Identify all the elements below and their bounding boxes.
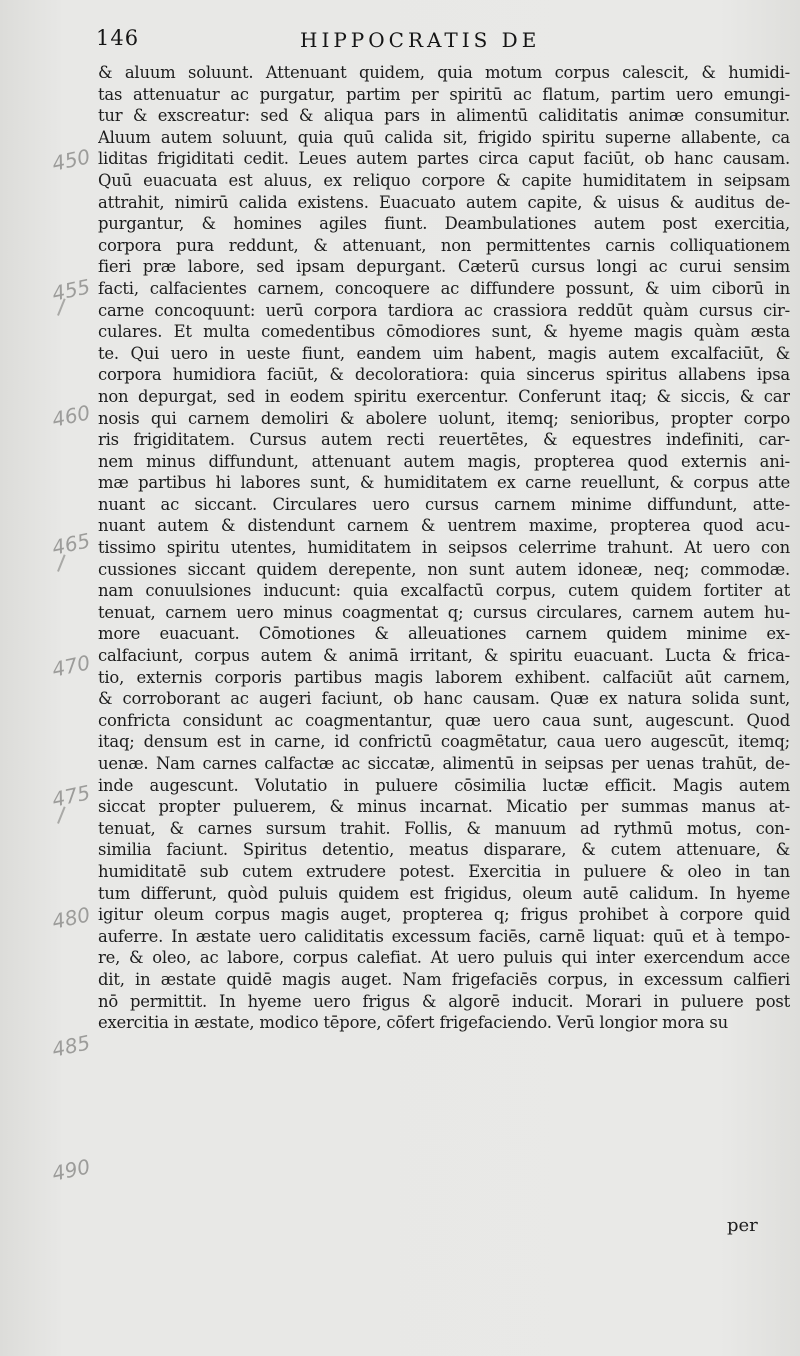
margin-note: 465 (49, 528, 93, 560)
text-line: more euacuant. Cōmotiones & alleuationes carnem quidem minime ex- (98, 624, 790, 644)
text-line: carne concoquunt: uerū corpora tardiora ac crassiora reddūt quàm cursus cir- (98, 300, 790, 320)
text-line: humiditatē sub cutem extrudere potest. Exercitia in puluere & oleo in tan (98, 861, 790, 881)
text-line: nuant ac siccant. Circulares uero cursus carnem minime diffundunt, atte- (98, 494, 790, 514)
text-line: nosis qui carnem demoliri & abolere uolunt, itemq; senioribus, propter corpo (98, 408, 790, 428)
text-line: exercitia in æstate, modico tēpore, cōfert frigefaciendo. Verū longior mora su (98, 1013, 728, 1033)
text-line: igitur oleum corpus magis auget, propterea q; frigus prohibet à corpore quid (98, 905, 790, 925)
margin-note: 460 (49, 400, 93, 432)
text-line: tio, externis corporis partibus magis laborem exhibent. calfaciūt aūt carnem, (98, 667, 790, 687)
text-line: nō permittit. In hyeme uero frigus & algorē inducit. Morari in puluere post (98, 991, 790, 1011)
text-line: attrahit, nimirū calida existens. Euacuato autem capite, & uisus & auditus de- (98, 192, 790, 212)
text-line: nem minus diffundunt, attenuant autem magis, propterea quod externis ani- (98, 451, 790, 471)
text-line: cussiones siccant quidem derepente, non sunt autem idoneæ, neq; commodæ. (98, 559, 790, 579)
text-line: tissimo spiritu utentes, humiditatem in seipsos celerrime trahunt. At uero con (98, 538, 790, 558)
margin-note: 480 (49, 902, 93, 934)
text-line: facti, calfacientes carnem, concoquere ac diffundere possunt, & uim ciborū in (98, 278, 790, 298)
text-line: siccat propter puluerem, & minus incarnat. Micatio per summas manus at- (98, 797, 790, 817)
margin-note: 475 (49, 780, 93, 812)
text-line: tur & exscreatur: sed & aliqua pars in alimentū caliditatis animæ consumitur. (98, 106, 790, 126)
margin-note: 490 (49, 1154, 93, 1186)
text-line: culares. Et multa comedentibus cōmodiores sunt, & hyeme magis quàm æsta (98, 322, 790, 342)
text-line: auferre. In æstate uero caliditatis excessum faciēs, carnē liquat: quū et à tempo- (98, 926, 790, 946)
text-line: corpora pura reddunt, & attenuant, non permittentes carnis colliquationem (98, 235, 790, 255)
text-line: nuant autem & distendunt carnem & uentrem maxime, propterea quod acu- (98, 516, 790, 536)
text-line: dit, in æstate quidē magis auget. Nam frigefaciēs corpus, in excessum calfieri (98, 969, 790, 989)
page-number: 146 (96, 26, 140, 50)
margin-note: 470 (49, 650, 93, 682)
text-line: non depurgat, sed in eodem spiritu exercentur. Conferunt itaq; & siccis, & car (98, 386, 790, 406)
text-line: itaq; densum est in carne, id confrictū coagmētatur, caua uero augescūt, itemq; (98, 732, 790, 752)
text-line: re, & oleo, ac labore, corpus calefiat. At uero puluis qui inter exercendum acce (98, 948, 790, 968)
text-line: tas attenuatur ac purgatur, partim per spiritū ac flatum, partim uero emungi- (98, 84, 790, 104)
running-title: HIPPOCRATIS DE (300, 28, 541, 52)
page-header (0, 26, 800, 56)
text-line: tum differunt, quòd puluis quidem est frigidus, oleum autē calidum. In hyeme (98, 883, 790, 903)
margin-note: 485 (49, 1030, 93, 1062)
text-line: ris frigiditatem. Cursus autem recti reuertētes, & equestres indefiniti, car- (98, 430, 790, 450)
text-line: nam conuulsiones inducunt: quia excalfactū corpus, cutem quidem fortiter at (98, 581, 790, 601)
margin-note: 450 (49, 144, 93, 176)
text-line: similia faciunt. Spiritus detentio, meatus disparare, & cutem attenuare, & (98, 840, 790, 860)
text-line: Quū euacuata est aluus, ex reliquo corpore & capite humiditatem in seipsam (98, 170, 790, 190)
text-line: calfaciunt, corpus autem & animā irritant, & spiritu euacuant. Lucta & frica- (98, 646, 790, 666)
text-line: corpora humidiora faciūt, & decoloratiora: quia sincerus spiritus allabens ipsa (98, 365, 790, 385)
text-line: tenuat, carnem uero minus coagmentat q; cursus circulares, carnem autem hu- (98, 602, 790, 622)
text-line: & corroborant ac augeri faciunt, ob hanc causam. Quæ ex natura solida sunt, (98, 689, 790, 709)
text-line: fieri præ labore, sed ipsam depurgant. Cæterū cursus longi ac curui sensim (98, 257, 790, 277)
text-line: & aluum soluunt. Attenuant quidem, quia motum corpus calescit, & humidi- (98, 63, 790, 82)
text-line: liditas frigiditati cedit. Leues autem partes circa caput faciūt, ob hanc causam. (98, 149, 790, 169)
text-line: purgantur, & homines agiles fiunt. Deambulationes autem post exercitia, (98, 214, 790, 234)
text-line: tenuat, & carnes sursum trahit. Follis, & manuum ad rythmū motus, con- (98, 818, 790, 838)
margin-note: 455 (49, 274, 93, 306)
body-text (98, 62, 790, 1034)
text-line: te. Qui uero in ueste fiunt, eandem uim habent, magis autem excalfaciūt, & (98, 343, 790, 363)
catchword: per (727, 1215, 758, 1236)
text-line: confricta considunt ac coagmentantur, quæ uero caua sunt, augescunt. Quod (98, 710, 790, 730)
text-line: inde augescunt. Volutatio in puluere cōsimilia luctæ efficit. Magis autem (98, 775, 790, 795)
text-line: uenæ. Nam carnes calfactæ ac siccatæ, alimentū in seipsas per uenas trahūt, de- (98, 754, 790, 773)
text-line: Aluum autem soluunt, quia quū calida sit, frigido spiritu superne allabente, ca (98, 127, 790, 147)
text-line: mæ partibus hi labores sunt, & humiditatem ex carne reuellunt, & corpus atte (98, 473, 790, 493)
